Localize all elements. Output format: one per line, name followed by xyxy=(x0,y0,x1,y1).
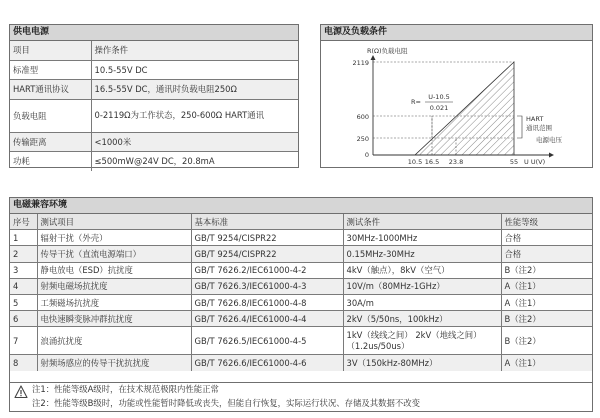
table-row xyxy=(10,99,298,132)
table-cell: 7 xyxy=(10,327,37,355)
table-row xyxy=(10,294,592,310)
table-cell: 操作条件 xyxy=(91,41,298,60)
table-cell: GB/T 7626.8/IEC61000-4-8 xyxy=(191,294,343,310)
table-cell: 辐射干扰（外壳） xyxy=(37,230,191,246)
table-row xyxy=(10,80,298,100)
table-header-row xyxy=(10,214,592,230)
power-supply-panel xyxy=(9,24,299,168)
table-cell: ≤500mW@24V DC，20.8mA xyxy=(94,156,215,167)
table-cell: 3 xyxy=(10,262,37,278)
column-header: 性能等级 xyxy=(501,214,592,230)
table-row xyxy=(10,262,592,278)
table-cell: 传输距离 xyxy=(10,132,91,152)
emc-title: 电磁兼容环境 xyxy=(10,198,592,214)
table-cell: 16.5-55V DC，通讯时负载电阻250Ω xyxy=(91,80,298,100)
table-row xyxy=(10,311,592,327)
table-row xyxy=(10,355,592,371)
formula-numerator: U-10.5 xyxy=(428,93,450,101)
column-header: 基本标准 xyxy=(191,214,343,230)
table-row xyxy=(10,230,592,246)
warning-icon xyxy=(14,385,28,399)
table-cell: 4kV（触点），8kV（空气） xyxy=(343,262,501,278)
hart-label-line1: HART xyxy=(526,115,544,123)
formula-prefix: R= xyxy=(411,98,421,106)
formula-denominator: 0.021 xyxy=(429,104,449,112)
load-chart-panel xyxy=(320,24,593,168)
table-cell: GB/T 7626.6/IEC61000-4-6 xyxy=(191,355,343,371)
table-row xyxy=(10,41,298,60)
table-cell: 0.15MHz-30MHz xyxy=(343,246,501,262)
x-tick-label: 16.5 xyxy=(424,158,440,166)
table-cell: 合格 xyxy=(501,230,592,246)
table-cell: 4 xyxy=(10,278,37,294)
x-axis-unit: U U(V) xyxy=(524,158,546,166)
emc-notes xyxy=(9,381,593,412)
table-cell: 2 xyxy=(10,246,37,262)
table-cell: 工频磁场抗扰度 xyxy=(37,294,191,310)
table-cell: 3V（150kHz-80MHz） xyxy=(343,355,501,371)
x-axis-label: 电源电压 xyxy=(536,136,562,144)
table-cell: 1kV（线线之间） 2kV（地线之间）（1.2us/50us） xyxy=(343,327,501,355)
table-row xyxy=(10,278,592,294)
hart-bracket xyxy=(517,116,522,138)
table-cell: 1 xyxy=(10,230,37,246)
table-cell: 射频场感应的传导干扰抗扰度 xyxy=(37,355,191,371)
table-cell: 30MHz-1000MHz xyxy=(343,230,501,246)
table-cell: 负载电阻 xyxy=(10,99,91,132)
column-header: 序号 xyxy=(10,214,37,230)
table-cell: GB/T 7626.2/IEC61000-4-2 xyxy=(191,262,343,278)
table-cell: GB/T 7626.5/IEC61000-4-5 xyxy=(191,327,343,355)
emc-table xyxy=(10,214,592,371)
table-cell: A（注1） xyxy=(501,294,592,310)
table-row xyxy=(10,327,592,355)
table-cell: 2kV（5/50ns，100kHz） xyxy=(343,311,501,327)
table-cell: 5 xyxy=(10,294,37,310)
hart-label-line2: 通讯范围 xyxy=(526,124,552,132)
table-cell: 项目 xyxy=(10,41,91,60)
table-cell: 10V/m（80MHz-1GHz） xyxy=(343,278,501,294)
y-tick-label: 2119 xyxy=(352,59,369,67)
table-cell: A（注1） xyxy=(501,355,592,371)
table-cell: B（注2） xyxy=(501,311,592,327)
table-cell: 电快速瞬变脉冲群抗扰度 xyxy=(37,311,191,327)
table-cell: 浪涌抗扰度 xyxy=(37,327,191,355)
table-cell: B（注2） xyxy=(501,327,592,355)
column-header: 测试项目 xyxy=(37,214,191,230)
table-cell: 射频电磁场抗扰度 xyxy=(37,278,191,294)
table-cell: 静电放电（ESD）抗扰度 xyxy=(37,262,191,278)
table-cell: GB/T 9254/CISPR22 xyxy=(191,230,343,246)
table-cell: <1000米 xyxy=(91,132,298,152)
table-cell: 10.5-55V DC xyxy=(91,60,298,80)
power-supply-title: 供电电源 xyxy=(10,25,298,41)
y-axis-label: R(Ω)负载电阻 xyxy=(367,47,408,55)
y-tick-label: 600 xyxy=(356,113,369,121)
table-cell: 6 xyxy=(10,311,37,327)
y-tick-label: 250 xyxy=(356,135,369,143)
table-cell: GB/T 9254/CISPR22 xyxy=(191,246,343,262)
column-header: 测试条件 xyxy=(343,214,501,230)
table-row xyxy=(10,60,298,80)
y-axis-arrow xyxy=(371,55,376,60)
table-cell: A（注1） xyxy=(501,278,592,294)
table-cell: 8 xyxy=(10,355,37,371)
note-1: 注1：性能等级A级时，在技术规范极限内性能正常 xyxy=(32,384,219,394)
table-cell: 30A/m xyxy=(343,294,501,310)
load-chart xyxy=(321,41,592,167)
x-tick-label: 55 xyxy=(509,158,519,166)
table-cell: GB/T 7626.3/IEC61000-4-3 xyxy=(191,278,343,294)
table-cell: GB/T 7626.4/IEC61000-4-4 xyxy=(191,311,343,327)
load-chart-title: 电源及负载条件 xyxy=(321,25,592,41)
power-supply-table xyxy=(10,41,298,171)
table-row xyxy=(10,246,592,262)
table-cell: B（注2） xyxy=(501,262,592,278)
emc-panel xyxy=(9,197,593,383)
x-tick-label: 10.5 xyxy=(407,158,423,166)
table-cell: 0-2119Ω为工作状态，250-600Ω HART通讯 xyxy=(91,99,298,132)
table-cell: HART通讯协议 xyxy=(10,80,91,100)
table-row xyxy=(10,132,298,152)
note-2: 注2：性能等级B级时，功能或性能暂时降低或丧失，但能自行恢复，实际运行状况、存储及其数据不改变 xyxy=(32,398,420,408)
y-tick-label: 0 xyxy=(364,151,369,159)
table-cell: 合格 xyxy=(501,246,592,262)
x-axis-arrow xyxy=(549,153,554,158)
table-row xyxy=(10,152,298,171)
table-cell: 功耗 xyxy=(10,152,91,171)
x-tick-label: 23.8 xyxy=(448,158,464,166)
table-cell: 标准型 xyxy=(10,60,91,80)
table-cell: 传导干扰（直流电源端口） xyxy=(37,246,191,262)
